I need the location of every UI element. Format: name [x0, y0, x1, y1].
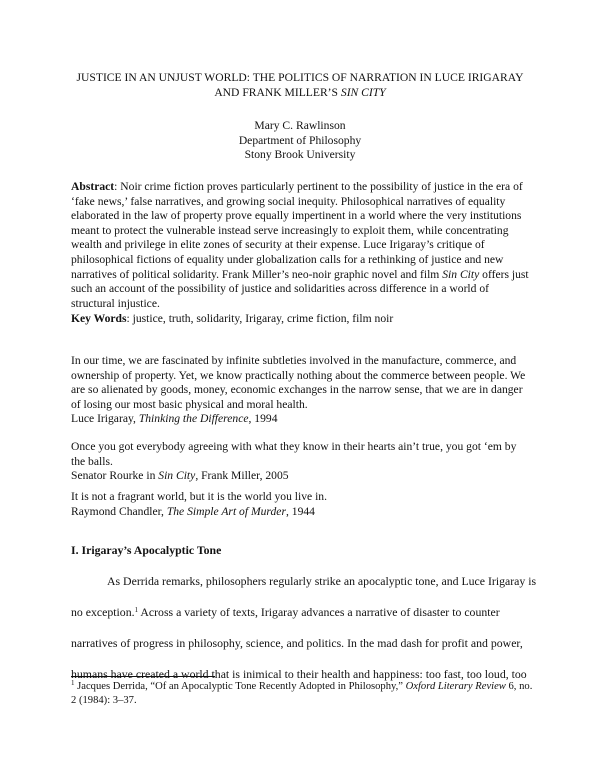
epigraph-2	[71, 440, 533, 484]
keywords-text: : justice, truth, solidarity, Irigaray, crime fiction, film noir	[126, 312, 394, 325]
title-line-2	[40, 85, 560, 100]
epigraph-attribution-prefix: Senator Rourke in	[71, 469, 159, 483]
epigraph-attribution-work: Thinking the Difference	[138, 412, 249, 426]
epigraph-attribution-suffix: , Frank Miller, 2005	[195, 469, 289, 483]
footnote-reference[interactable]: 1	[134, 606, 139, 614]
author-block	[100, 119, 500, 163]
author-department: Department of Philosophy	[238, 133, 362, 147]
footnote-italic: Oxford Literary Review	[405, 681, 506, 692]
author-university: Stony Brook University	[244, 148, 356, 161]
epigraph-quote: In our time, we are fascinated by infinite subtleties involved in the manufacture, commerce, and ownership of property. Yet, we know practically nothing about the commerce between people. We are so alienated by goods, money, economic exchanges in the narrow sense, that we are in danger of losing our most basic physical and moral health.	[71, 354, 526, 411]
body-text-1: As Derrida remarks, philosophers regularly strike an apocalyptic tone, and Luce Irigaray is no exception.	[71, 574, 537, 619]
epigraph-attribution-prefix: Raymond Chandler,	[71, 504, 167, 518]
epigraph-1	[71, 354, 533, 427]
footnote-text-2: 6, no. 2 (1984): 3–37.	[71, 681, 533, 706]
footnote-text-1: Jacques Derrida, “Of an Apocalyptic Tone Recently Adopted in Philosophy,”	[74, 681, 406, 692]
epigraph-quote: Once you got everybody agreeing with what they know in their hearts ain’t true, you got ‘em by the balls.	[71, 440, 517, 468]
epigraph-attribution-work: Sin City	[158, 469, 196, 483]
epigraph-attribution	[71, 412, 533, 427]
abstract-text-1: : Noir crime fiction proves particularly pertinent to the possibility of justice in the era of ‘fake news,’ false narratives, and growing social inequity. Philosophical narratives of equality elaborated in the law of property prove equally impertinent in a world where the very institutions meant to protect the vulnerable instead serve increasingly to exploit them, while concentrating wealth and privilege in elite zones of security at their expense. Luce Irigaray’s critique of philosophical fictions of equality under globalization calls for a rethinking of justice and new narratives of political solidarity. Frank Miller’s neo-noir graphic novel and film	[71, 180, 523, 281]
title-line-1: JUSTICE IN AN UNJUST WORLD: THE POLITICS OF NARRATION IN LUCE IRIGARAY	[76, 71, 524, 84]
footnote-marker: 1	[71, 679, 75, 687]
footnote	[71, 680, 533, 707]
section-heading: I. Irigaray’s Apocalyptic Tone	[71, 543, 222, 557]
body-paragraph	[71, 566, 537, 690]
paper-title	[40, 70, 560, 100]
abstract-label: Abstract	[71, 180, 115, 193]
epigraph-attribution-suffix: , 1994	[248, 412, 278, 426]
title-line-2-text: AND FRANK MILLER’S	[214, 86, 341, 99]
epigraph-attribution-work: The Simple Art of Murder	[166, 504, 286, 518]
abstract-italic: Sin City	[442, 267, 480, 281]
footnote-divider	[71, 676, 215, 677]
epigraph-quote: It is not a fragrant world, but it is the world you live in.	[71, 490, 327, 503]
epigraph-attribution	[71, 469, 533, 484]
epigraph-attribution-suffix: , 1944	[285, 504, 315, 518]
keywords	[71, 312, 533, 327]
epigraph-3	[71, 490, 533, 519]
abstract-text-2: offers just such an account of the possibility of justice and solidarities across difference in a world of structural injustice.	[71, 267, 529, 310]
body-text-2: Across a variety of texts, Irigaray advances a narrative of disaster to counter narratives of progress in philosophy, science, and politics. In the mad dash for profit and power, humans have created a world that is inimical to their health and happiness: too fast, too loud, too	[71, 605, 527, 681]
title-line-2-italic: SIN CITY	[340, 86, 386, 99]
epigraph-attribution	[71, 505, 533, 520]
author-name: Mary C. Rawlinson	[254, 119, 346, 132]
abstract	[71, 180, 533, 311]
keywords-label: Key Words	[71, 312, 127, 325]
epigraph-attribution-prefix: Luce Irigaray,	[71, 412, 139, 426]
